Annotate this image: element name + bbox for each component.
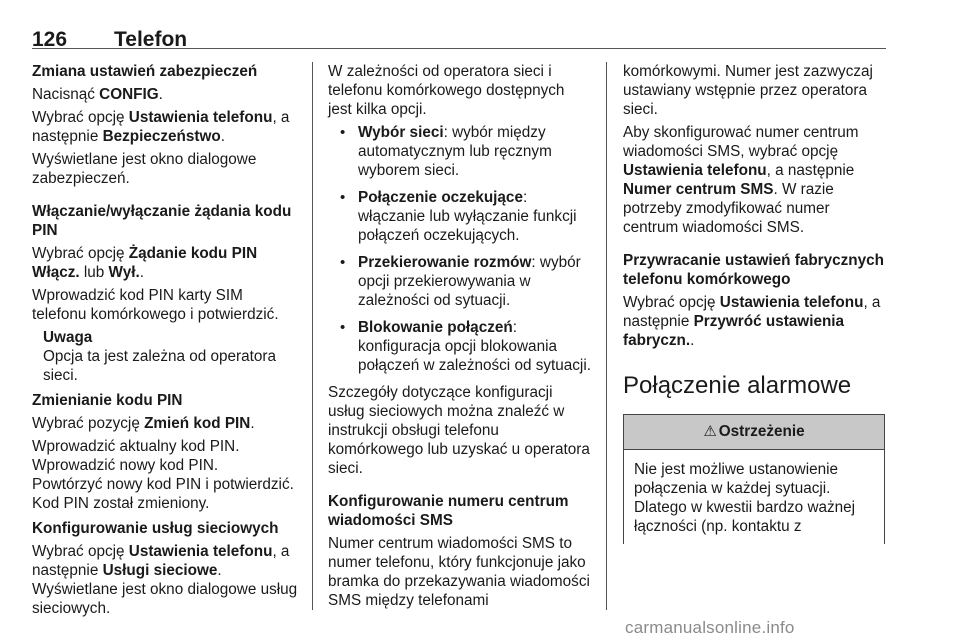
column-2 bbox=[328, 62, 592, 614]
note-text: Opcja ta jest zależna od operatora sieci. bbox=[43, 348, 276, 384]
warning-text: Nie jest możliwe ustanowienie połączenia w każdej sytuacji. Dlatego w kwestii bardzo ważnej łączności (np. kontaktu z bbox=[634, 461, 856, 535]
watermark: carmanualsonline.info bbox=[625, 618, 795, 637]
paragraph: Wprowadzić kod PIN karty SIM telefonu komórkowego i potwierdzić. bbox=[32, 287, 279, 323]
section-title-change-pin: Zmienianie kodu PIN bbox=[32, 392, 183, 409]
paragraph: Wyświetlane jest okno dialogowe zabezpieczeń. bbox=[32, 151, 257, 187]
paragraph: Wybrać opcję Ustawienia telefonu, a następnie Bezpieczeństwo. bbox=[32, 109, 290, 145]
section-title-pin-request: Włączanie/wyłączanie żądania kodu PIN bbox=[32, 203, 292, 239]
column-divider-1 bbox=[312, 62, 313, 610]
warning-box bbox=[623, 414, 885, 544]
note-box bbox=[32, 328, 300, 385]
paragraph: Numer centrum wiadomości SMS to numer telefonu, który funkcjonuje jako bramka do przekazywania wiadomości SMS między telefonami bbox=[328, 535, 590, 609]
column-1 bbox=[32, 62, 300, 622]
section-title-security: Zmiana ustawień zabezpieczeń bbox=[32, 63, 258, 80]
paragraph: Aby skonfigurować numer centrum wiadomości SMS, wybrać opcję Ustawienia telefonu, a następnie Numer centrum SMS. W razie potrzeby zmodyfikować numer centrum wiadomości SMS. bbox=[623, 124, 859, 236]
paragraph: Nacisnąć CONFIG. bbox=[32, 86, 163, 103]
column-3 bbox=[623, 62, 889, 544]
paragraph: W zależności od operatora sieci i telefonu komórkowego dostępnych jest kilka opcji. bbox=[328, 63, 565, 118]
paragraph: Powtórzyć nowy kod PIN i potwierdzić. Kod PIN został zmieniony. bbox=[32, 476, 294, 512]
chapter-title: Telefon bbox=[114, 28, 188, 51]
paragraph: Wprowadzić nowy kod PIN. bbox=[32, 457, 219, 474]
options-list bbox=[328, 123, 592, 375]
paragraph: Wybrać opcję Ustawienia telefonu, a następnie Usługi sieciowe. bbox=[32, 543, 290, 579]
paragraph: Wybrać opcję Ustawienia telefonu, a następnie Przywróć ustawienia fabryczn.. bbox=[623, 294, 881, 349]
page-number: 126 bbox=[32, 28, 68, 51]
section-title-network-services: Konfigurowanie usług sieciowych bbox=[32, 520, 279, 537]
list-item: • Przekierowanie rozmów: wybór opcji przekierowywania w zależności od sytuacji. bbox=[328, 253, 592, 310]
header-rule bbox=[32, 48, 886, 49]
paragraph: komórkowymi. Numer jest zazwyczaj ustawiany wstępnie przez operatora sieci. bbox=[623, 63, 873, 118]
section-title-factory-reset: Przywracanie ustawień fabrycznych telefonu komórkowego bbox=[623, 252, 885, 288]
note-title: Uwaga bbox=[43, 329, 93, 346]
paragraph: Wprowadzić aktualny kod PIN. bbox=[32, 438, 240, 455]
warning-title: Ostrzeżenie bbox=[718, 423, 805, 440]
paragraph: Szczegóły dotyczące konfiguracji usług sieciowych można znaleźć w instrukcji obsługi telefonu komórkowego lub uzyskać u operatora sieci. bbox=[328, 384, 590, 477]
section-title-sms-center: Konfigurowanie numeru centrum wiadomości SMS bbox=[328, 493, 569, 529]
paragraph: Wyświetlane jest okno dialogowe usług sieciowych. bbox=[32, 581, 298, 617]
warning-header bbox=[624, 415, 884, 450]
column-divider-2 bbox=[606, 62, 607, 610]
list-item: • Połączenie oczekujące: włączanie lub wyłączanie funkcji połączeń oczekujących. bbox=[328, 188, 592, 245]
paragraph: Wybrać pozycję Zmień kod PIN. bbox=[32, 415, 255, 432]
list-item: • Wybór sieci: wybór między automatycznym lub ręcznym wyborem sieci. bbox=[328, 123, 592, 180]
list-item: • Blokowanie połączeń: konfiguracja opcji blokowania połączeń w zależności od sytuacji. bbox=[328, 318, 592, 375]
paragraph: Wybrać opcję Żądanie kodu PIN Włącz. lub Wył.. bbox=[32, 245, 258, 281]
warning-triangle-icon: ⚠ bbox=[703, 423, 717, 440]
heading-emergency-call: Połączenie alarmowe bbox=[623, 372, 852, 399]
